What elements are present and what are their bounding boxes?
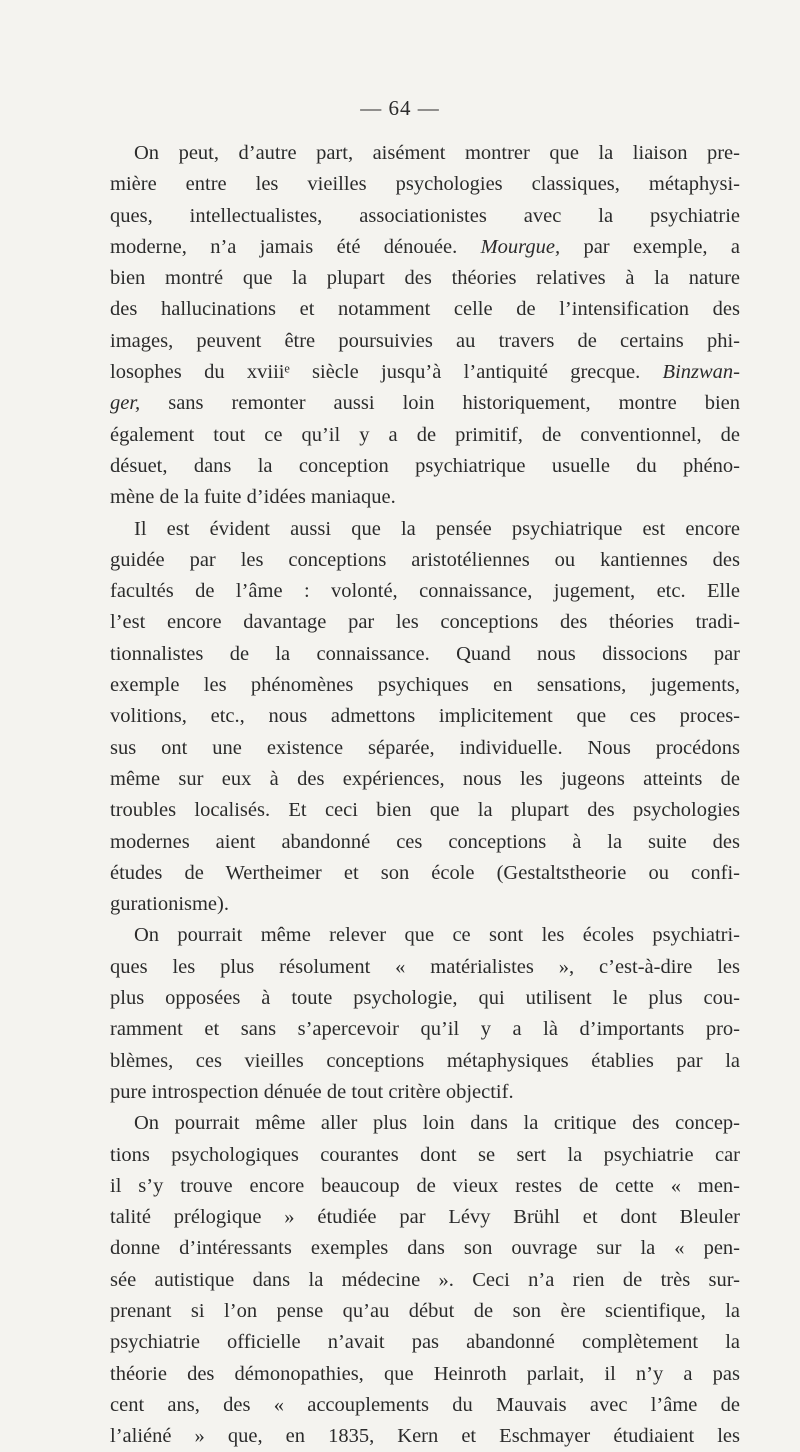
text-line [110, 482, 740, 513]
text-line [110, 983, 740, 1014]
body-text [110, 138, 740, 1452]
text-run: exemple les phénomènes psychiques en sensations, jugements, [110, 674, 740, 697]
text-line [110, 138, 740, 169]
text-line [110, 514, 740, 545]
text-line [110, 607, 740, 638]
text-run: il s’y trouve encore beaucoup de vieux restes de cette « men- [110, 1174, 740, 1197]
text-run: études de Wertheimer et son école (Gestaltstheorie ou confi- [110, 861, 740, 884]
text-run: Il est évident aussi que la pensée psychiatrique est encore [134, 517, 740, 540]
paragraph [110, 138, 740, 514]
text-line [110, 670, 740, 701]
text-run: ques, intellectualistes, associationistes avec la psychiatrie [110, 204, 740, 227]
text-line [110, 451, 740, 482]
text-run: donne d’intéressants exemples dans son ouvrage sur la « pen- [110, 1237, 740, 1260]
text-line [110, 326, 740, 357]
text-run: Mourgue, [480, 235, 561, 258]
text-run: Binzwan- [662, 361, 740, 384]
text-run: par exemple, a [560, 235, 740, 258]
text-line [110, 1171, 740, 1202]
text-run: prenant si l’on pense qu’au début de son ère scientifique, la [110, 1299, 740, 1322]
text-run: tions psychologiques courantes dont se sert la psychiatrie car [110, 1143, 740, 1166]
text-line [110, 858, 740, 889]
text-run: également tout ce qu’il y a de primitif, de conventionnel, de [110, 423, 740, 446]
text-line [110, 1140, 740, 1171]
text-line [110, 545, 740, 576]
text-line [110, 1202, 740, 1233]
text-line [110, 420, 740, 451]
text-line [110, 232, 740, 263]
text-line [110, 1108, 740, 1139]
text-line [110, 733, 740, 764]
text-run: volitions, etc., nous admettons implicitement que ces proces- [110, 705, 740, 728]
text-line [110, 388, 740, 419]
text-run: On pourrait même aller plus loin dans la critique des concep- [134, 1112, 740, 1135]
text-run: losophes du xviiiᵉ siècle jusqu’à l’antiquité grecque. [110, 361, 663, 384]
text-line [110, 920, 740, 951]
text-run: mière entre les vieilles psychologies classiques, métaphysi- [110, 173, 740, 196]
paragraph [110, 920, 740, 1108]
text-run: gurationisme). [110, 893, 229, 916]
text-line [110, 357, 740, 388]
text-line [110, 294, 740, 325]
text-run: guidée par les conceptions aristotéliennes ou kantiennes des [110, 548, 740, 571]
text-run: plus opposées à toute psychologie, qui utilisent le plus cou- [110, 987, 740, 1010]
text-run: modernes aient abandonné ces conceptions à la suite des [110, 830, 740, 853]
text-run: tionnalistes de la connaissance. Quand nous dissocions par [110, 642, 740, 665]
text-line [110, 201, 740, 232]
text-line [110, 1265, 740, 1296]
text-line [110, 576, 740, 607]
text-line [110, 1296, 740, 1327]
text-line [110, 169, 740, 200]
text-line [110, 1046, 740, 1077]
text-run: pure introspection dénuée de tout critère objectif. [110, 1080, 514, 1103]
paragraph [110, 514, 740, 921]
text-run: même sur eux à des expériences, nous les jugeons atteints de [110, 767, 740, 790]
text-run: cent ans, des « accouplements du Mauvais avec l’âme de [110, 1393, 740, 1416]
text-run: sans remonter aussi loin historiquement, montre bien [140, 392, 740, 415]
text-line [110, 263, 740, 294]
text-run: ger, [110, 392, 141, 415]
text-run: des hallucinations et notamment celle de l’intensification des [110, 298, 740, 321]
text-run: On pourrait même relever que ce sont les écoles psychiatri- [134, 924, 740, 947]
text-run: désuet, dans la conception psychiatrique usuelle du phéno- [110, 454, 740, 477]
text-run: troubles localisés. Et ceci bien que la plupart des psychologies [110, 799, 740, 822]
page-number: — 64 — [360, 96, 440, 120]
text-run: ques les plus résolument « matérialistes », c’est-à-dire les [110, 955, 740, 978]
text-run: sée autistique dans la médecine ». Ceci n’a rien de très sur- [110, 1268, 740, 1291]
text-line [110, 827, 740, 858]
text-run: théorie des démonopathies, que Heinroth parlait, il n’y a pas [110, 1362, 740, 1385]
text-run: mène de la fuite d’idées maniaque. [110, 486, 396, 509]
text-run: talité prélogique » étudiée par Lévy Brühl et dont Bleuler [110, 1206, 740, 1229]
text-run: l’aliéné » que, en 1835, Kern et Eschmayer étudiaient les [110, 1425, 740, 1448]
text-line [110, 1421, 740, 1452]
text-line [110, 701, 740, 732]
text-line [110, 1077, 740, 1108]
text-line [110, 1327, 740, 1358]
text-line [110, 639, 740, 670]
text-run: bien montré que la plupart des théories relatives à la nature [110, 267, 740, 290]
text-run: moderne, n’a jamais été dénouée. [110, 235, 481, 258]
text-line [110, 952, 740, 983]
text-run: On peut, d’autre part, aisément montrer que la liaison pre- [134, 142, 740, 164]
text-run: psychiatrie officielle n’avait pas abandonné complètement la [110, 1331, 740, 1354]
text-run: facultés de l’âme : volonté, connaissance, jugement, etc. Elle [110, 580, 740, 603]
text-line [110, 764, 740, 795]
text-line [110, 1390, 740, 1421]
text-line [110, 795, 740, 826]
text-run: ramment et sans s’apercevoir qu’il y a là d’importants pro- [110, 1018, 740, 1041]
text-line [110, 1014, 740, 1045]
text-line [110, 1233, 740, 1264]
text-run: blèmes, ces vieilles conceptions métaphysiques établies par la [110, 1049, 740, 1072]
text-run: l’est encore davantage par les conceptions des théories tradi- [110, 611, 740, 634]
text-line [110, 1359, 740, 1390]
text-line [110, 889, 740, 920]
text-run: images, peuvent être poursuivies au travers de certains phi- [110, 329, 740, 352]
text-run: sus ont une existence séparée, individuelle. Nous procédons [110, 736, 740, 759]
paragraph [110, 1108, 740, 1452]
